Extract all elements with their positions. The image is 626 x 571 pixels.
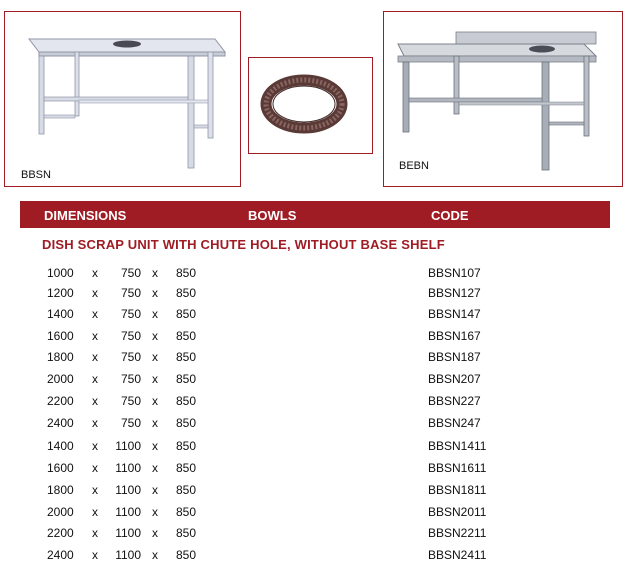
times-separator: x <box>152 307 158 321</box>
table-row <box>0 286 626 304</box>
table-row <box>0 483 626 501</box>
length-value: 2200 <box>47 526 74 540</box>
height-value: 850 <box>176 286 197 300</box>
product-code: BBSN107 <box>428 266 481 280</box>
height-value: 850 <box>176 372 197 386</box>
times-separator: x <box>92 483 98 497</box>
height-value: 850 <box>176 307 197 321</box>
length-value: 1000 <box>47 266 74 280</box>
header-bowls: BOWLS <box>248 208 297 223</box>
times-separator: x <box>152 505 158 519</box>
width-value: 750 <box>120 416 141 430</box>
length-value: 2400 <box>47 548 74 562</box>
product-code: BBSN2411 <box>428 548 487 562</box>
times-separator: x <box>152 286 158 300</box>
times-separator: x <box>92 439 98 453</box>
table-header <box>20 201 610 228</box>
times-separator: x <box>152 548 158 562</box>
bowl-image <box>248 57 373 154</box>
section-title: DISH SCRAP UNIT WITH CHUTE HOLE, WITHOUT BASE SHELF <box>42 237 445 252</box>
product-code: BBSN2211 <box>428 526 487 540</box>
height-value: 850 <box>176 329 197 343</box>
times-separator: x <box>152 350 158 364</box>
length-value: 1600 <box>47 329 74 343</box>
model-label-bebn: BEBN <box>399 160 429 172</box>
width-value: 1100 <box>115 439 141 453</box>
table-row <box>0 461 626 479</box>
length-value: 1200 <box>47 286 74 300</box>
times-separator: x <box>152 526 158 540</box>
times-separator: x <box>92 526 98 540</box>
length-value: 2000 <box>47 505 74 519</box>
width-value: 1100 <box>115 461 141 475</box>
width-value: 750 <box>120 350 141 364</box>
length-value: 2400 <box>47 416 74 430</box>
width-value: 1100 <box>115 526 141 540</box>
product-code: BBSN187 <box>428 350 481 364</box>
width-value: 750 <box>120 307 141 321</box>
height-value: 850 <box>176 266 197 280</box>
table-row <box>0 416 626 434</box>
times-separator: x <box>92 505 98 519</box>
height-value: 850 <box>176 526 197 540</box>
height-value: 850 <box>176 461 197 475</box>
height-value: 850 <box>176 350 197 364</box>
table-row <box>0 350 626 368</box>
length-value: 1800 <box>47 483 74 497</box>
table-row <box>0 372 626 390</box>
length-value: 1800 <box>47 350 74 364</box>
times-separator: x <box>92 266 98 280</box>
times-separator: x <box>92 307 98 321</box>
width-value: 1100 <box>115 483 141 497</box>
table-row <box>0 394 626 412</box>
width-value: 750 <box>120 286 141 300</box>
product-code: BBSN127 <box>428 286 481 300</box>
header-code: CODE <box>431 208 469 223</box>
width-value: 1100 <box>115 548 141 562</box>
product-code: BBSN1411 <box>428 439 487 453</box>
times-separator: x <box>92 350 98 364</box>
times-separator: x <box>152 461 158 475</box>
times-separator: x <box>152 329 158 343</box>
times-separator: x <box>92 416 98 430</box>
height-value: 850 <box>176 548 197 562</box>
product-code: BBSN247 <box>428 416 481 430</box>
times-separator: x <box>92 329 98 343</box>
model-label-bbsn: BBSN <box>21 169 51 181</box>
product-code: BBSN227 <box>428 394 481 408</box>
width-value: 750 <box>120 394 141 408</box>
length-value: 1400 <box>47 439 74 453</box>
table-row <box>0 548 626 566</box>
table-row <box>0 526 626 544</box>
header-dimensions: DIMENSIONS <box>44 208 127 223</box>
times-separator: x <box>92 548 98 562</box>
length-value: 1400 <box>47 307 74 321</box>
width-value: 750 <box>120 266 141 280</box>
times-separator: x <box>152 483 158 497</box>
times-separator: x <box>152 394 158 408</box>
product-code: BBSN2011 <box>428 505 487 519</box>
height-value: 850 <box>176 505 197 519</box>
times-separator: x <box>92 372 98 386</box>
times-separator: x <box>92 286 98 300</box>
table-illustration <box>5 12 240 186</box>
length-value: 2200 <box>47 394 74 408</box>
table-row <box>0 307 626 325</box>
ring-illustration <box>249 58 372 153</box>
height-value: 850 <box>176 439 197 453</box>
times-separator: x <box>92 394 98 408</box>
length-value: 1600 <box>47 461 74 475</box>
product-code: BBSN147 <box>428 307 481 321</box>
table-row <box>0 266 626 284</box>
product-code: BBSN167 <box>428 329 481 343</box>
table-row <box>0 329 626 347</box>
product-image-bebn <box>383 11 623 187</box>
width-value: 750 <box>120 372 141 386</box>
width-value: 1100 <box>115 505 141 519</box>
times-separator: x <box>152 416 158 430</box>
height-value: 850 <box>176 483 197 497</box>
times-separator: x <box>152 372 158 386</box>
length-value: 2000 <box>47 372 74 386</box>
height-value: 850 <box>176 416 197 430</box>
times-separator: x <box>92 461 98 475</box>
times-separator: x <box>152 266 158 280</box>
product-image-bbsn <box>4 11 241 187</box>
times-separator: x <box>152 439 158 453</box>
height-value: 850 <box>176 394 197 408</box>
product-code: BBSN1611 <box>428 461 487 475</box>
product-code: BBSN1811 <box>428 483 487 497</box>
table-row <box>0 505 626 523</box>
table-row <box>0 439 626 457</box>
product-code: BBSN207 <box>428 372 481 386</box>
width-value: 750 <box>120 329 141 343</box>
